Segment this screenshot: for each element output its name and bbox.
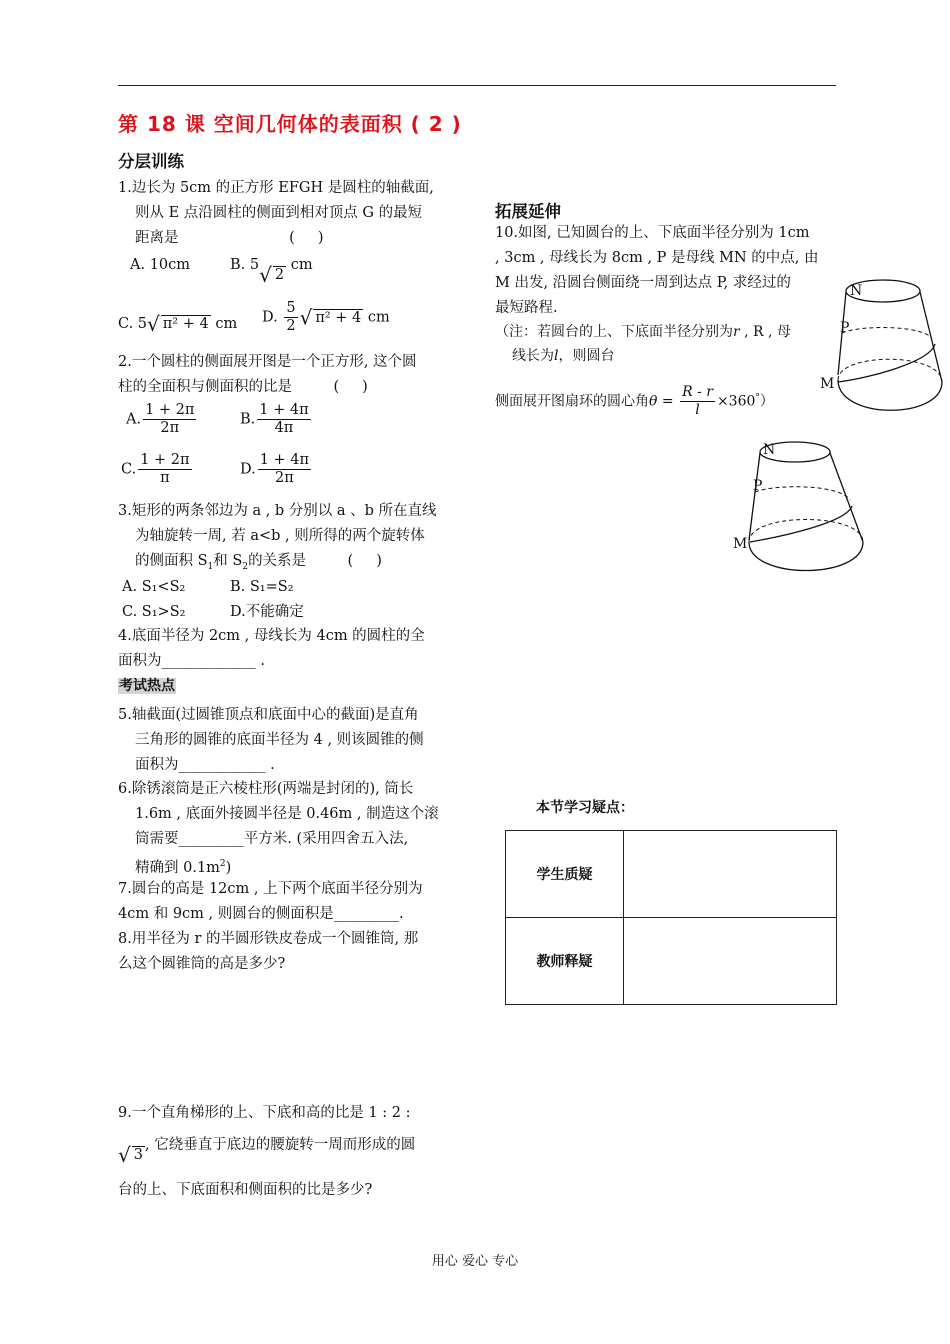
q7-line2: 4cm 和 9cm , 则圆台的侧面积是_________. xyxy=(118,906,404,922)
q10-note-line2: 线长为l，则圆台 xyxy=(512,348,615,364)
q10-line1: 10.如图, 已知圆台的上、下底面半径分别为 1cm xyxy=(495,225,810,241)
frustum2-label-n: N xyxy=(763,442,776,458)
q10-note-line3: 侧面展开图扇环的圆心角θ = $\frac{R - r}{l}$ ×360°） xyxy=(495,384,774,418)
q1-line3: 距离是 ( ) xyxy=(135,230,324,246)
frustum2-bottom-front xyxy=(749,542,863,571)
q2-option-c: C. $\frac{1 + 2\pi}{\pi}$ xyxy=(121,452,190,486)
frustum2-label-p: P xyxy=(753,478,763,494)
frustum-figure-2 xyxy=(725,430,870,580)
q1-line2: 则从 E 点沿圆柱的侧面到相对顶点 G 的最短 xyxy=(135,205,423,221)
q10-note-line1: （注：若圆台的上、下底面半径分别为r , R , 母 xyxy=(495,324,791,340)
q4-line2: 面积为_____________ . xyxy=(118,653,265,669)
section-layered-heading: 分层训练 xyxy=(118,152,184,171)
q9-line2: √ 3, 它绕垂直于底边的腰旋转一周而形成的圆 xyxy=(118,1137,416,1167)
doubts-row-teacher-label: 教师释疑 xyxy=(506,918,624,1004)
frustum1-path-front xyxy=(838,344,935,382)
frustum-figure-1 xyxy=(810,270,950,420)
doubts-table xyxy=(505,830,837,1005)
top-rule xyxy=(118,85,836,86)
q1-line1: 1.边长为 5cm 的正方形 EFGH 是圆柱的轴截面, xyxy=(118,180,434,196)
frustum2-path-back xyxy=(755,487,850,500)
q1-option-b: B. 5√ 2 cm xyxy=(230,257,313,287)
q9-line1: 9.一个直角梯形的上、下底和高的比是 1 : 2 : xyxy=(118,1105,411,1121)
q4-line1: 4.底面半径为 2cm , 母线长为 4cm 的圆柱的全 xyxy=(118,628,425,644)
q1-option-d: D. $\frac{5}{2}$ √ π² + 4 cm xyxy=(262,300,390,334)
q3-option-d: D.不能确定 xyxy=(230,604,304,620)
q2-option-a: A. $\frac{1 + 2\pi}{2\pi}$ xyxy=(126,402,195,436)
frustum1-label-p: P xyxy=(840,320,850,336)
doubts-row-student-label: 学生质疑 xyxy=(506,831,624,917)
q5-line3: 面积为____________ . xyxy=(135,757,275,773)
doubts-row-student xyxy=(506,831,836,918)
q2-line1: 2.一个圆柱的侧面展开图是一个正方形, 这个圆 xyxy=(118,354,417,370)
frustum1-path-back xyxy=(842,328,932,338)
q6-line1: 6.除锈滚筒是正六棱柱形(两端是封闭的), 筒长 xyxy=(118,781,414,797)
frustum2-path-front xyxy=(750,506,852,542)
q3-option-a: A. S₁<S₂ xyxy=(122,579,186,595)
frustum1-label-m: M xyxy=(820,376,835,392)
q2-option-b: B. $\frac{1 + 4\pi}{4\pi}$ xyxy=(240,402,309,436)
q3-line3: 的侧面积 $S_1$和 $S_2$的关系是 ( ) xyxy=(135,553,382,572)
section-extend-heading: 拓展延伸 xyxy=(495,202,561,221)
q5-line2: 三角形的圆锥的底面半径为 4 , 则该圆锥的侧 xyxy=(135,732,424,748)
doubts-heading: 本节学习疑点： xyxy=(536,800,634,816)
q1-option-a: A. 10cm xyxy=(130,257,191,273)
page-footer: 用心 爱心 专心 xyxy=(431,1254,519,1269)
q3-option-b: B. S₁=S₂ xyxy=(230,579,294,595)
q8-line2: 么这个圆锥筒的高是多少? xyxy=(118,956,286,972)
q2-line2: 柱的全面积与侧面积的比是 ( ) xyxy=(118,379,368,395)
frustum2-label-m: M xyxy=(733,536,748,552)
q1-option-c: C. 5√ π² + 4 cm xyxy=(118,312,238,336)
q10-line2: , 3cm , 母线长为 8cm , P 是母线 MN 的中点, 由 xyxy=(495,250,819,266)
section-exam-hot-heading: 考试热点 xyxy=(119,678,175,694)
page-title: 第 18 课 空间几何体的表面积 ( 2 ) xyxy=(118,112,462,136)
q7-line1: 7.圆台的高是 12cm , 上下两个底面半径分别为 xyxy=(118,881,423,897)
frustum2-generatrix-mn xyxy=(749,453,763,540)
frustum2-right-edge xyxy=(830,453,863,542)
q10-line4: 最短路程. xyxy=(495,300,558,316)
frustum1-bottom-front xyxy=(838,380,942,410)
q3-line1: 3.矩形的两条邻边为 a , b 分别以 a 、b 所在直线 xyxy=(118,503,437,519)
doubts-row-teacher xyxy=(506,918,836,1004)
q9-line3: 台的上、下底面积和侧面积的比是多少? xyxy=(118,1182,373,1198)
q6-line4: 精确到 $0.1m^2$) xyxy=(135,859,232,876)
q8-line1: 8.用半径为 r 的半圆形铁皮卷成一个圆锥筒, 那 xyxy=(118,931,419,947)
q3-line2: 为轴旋转一周, 若 a<b , 则所得的两个旋转体 xyxy=(135,528,425,544)
q10-line3: M 出发, 沿圆台侧面绕一周到达点 P, 求经过的 xyxy=(495,275,791,291)
q3-option-c: C. S₁>S₂ xyxy=(122,604,186,620)
q6-line3: 筒需要_________平方米. (采用四舍五入法, xyxy=(135,831,409,847)
q6-line2: 1.6m , 底面外接圆半径是 0.46m , 制造这个滚 xyxy=(135,806,439,822)
q5-line1: 5.轴截面(过圆锥顶点和底面中心的截面)是直角 xyxy=(118,707,419,723)
frustum1-label-n: N xyxy=(850,283,863,299)
q2-option-d: D. $\frac{1 + 4\pi}{2\pi}$ xyxy=(240,452,310,486)
